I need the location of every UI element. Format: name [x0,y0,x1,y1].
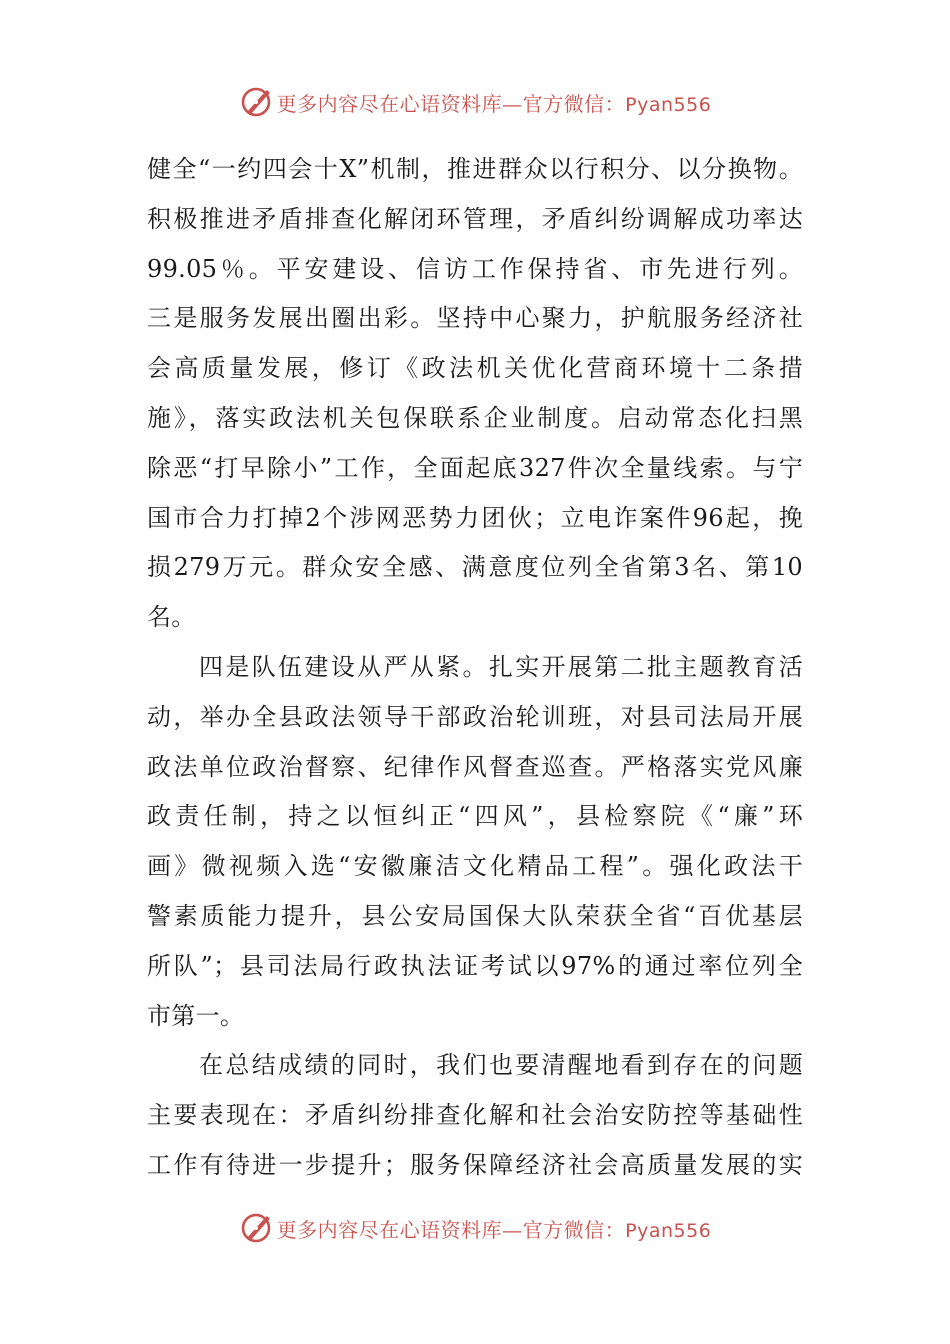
body-line: 健全“一约四会十X”机制，推进群众以行积分、以分换物。 [147,155,803,183]
footer-watermark-banner [0,1208,950,1248]
document-body [147,145,803,1191]
header-banner-wechat-id: Pyan556 [625,93,712,116]
pen-in-circle-icon [239,1211,273,1245]
footer-banner-main: 更多内容尽在心语资料库—官方微信： [276,1217,626,1242]
body-line: 政责任制，持之以恒纠正“四风”，县检察院《“廉”环 [147,802,803,831]
paragraph-start-line: 在总结成绩的同时，我们也要清醒地看到存在的问题 [199,1051,803,1080]
body-line: 所队”；县司法局行政执法证考试以97%的通过率位列全 [147,951,803,980]
body-line: 主要表现在：矛盾纠纷排查化解和社会治安防控等基础性 [147,1101,803,1130]
paragraph-start-line: 四是队伍建设从严从紧。扎实开展第二批主题教育活 [199,652,803,681]
body-line: 99.05％。平安建设、信访工作保持省、市先进行列。 [147,254,803,283]
body-line: 工作有待进一步提升；服务保障经济社会高质量发展的实 [147,1150,803,1179]
body-line: 名。 [147,603,196,632]
body-line: 市第一。 [147,1001,245,1030]
body-line: 国市合力打掉2个涉网恶势力团伙；立电诈案件96起，挽 [147,503,803,532]
body-line: 政法单位政治督察、纪律作风督查巡查。严格落实党风廉 [147,752,803,781]
body-line: 画》微视频入选“安徽廉洁文化精品工程”。强化政法干 [147,852,803,881]
body-line: 动，举办全县政法领导干部政治轮训班，对县司法局开展 [147,702,803,731]
body-line: 施》，落实政法机关包保联系企业制度。启动常态化扫黑 [147,403,803,432]
footer-banner-wechat-id: Pyan556 [625,1219,712,1242]
body-line: 除恶“打早除小”工作，全面起底327件次全量线索。与宁 [147,453,803,482]
footer-banner-text [277,1214,712,1243]
body-line: 警素质能力提升，县公安局国保大队荣获全省“百优基层 [147,901,803,930]
body-line: 会高质量发展，修订《政法机关优化营商环境十二条措 [147,354,803,383]
body-line: 积极推进矛盾排查化解闭环管理，矛盾纠纷调解成功率达 [147,204,803,233]
header-banner-text [277,88,712,117]
body-line: 三是服务发展出圈出彩。坚持中心聚力，护航服务经济社 [147,304,803,333]
pen-in-circle-icon [239,85,273,119]
header-watermark-banner [0,82,950,122]
body-line: 损279万元。群众安全感、满意度位列全省第3名、第10 [147,553,803,582]
header-banner-main: 更多内容尽在心语资料库—官方微信： [276,91,626,116]
